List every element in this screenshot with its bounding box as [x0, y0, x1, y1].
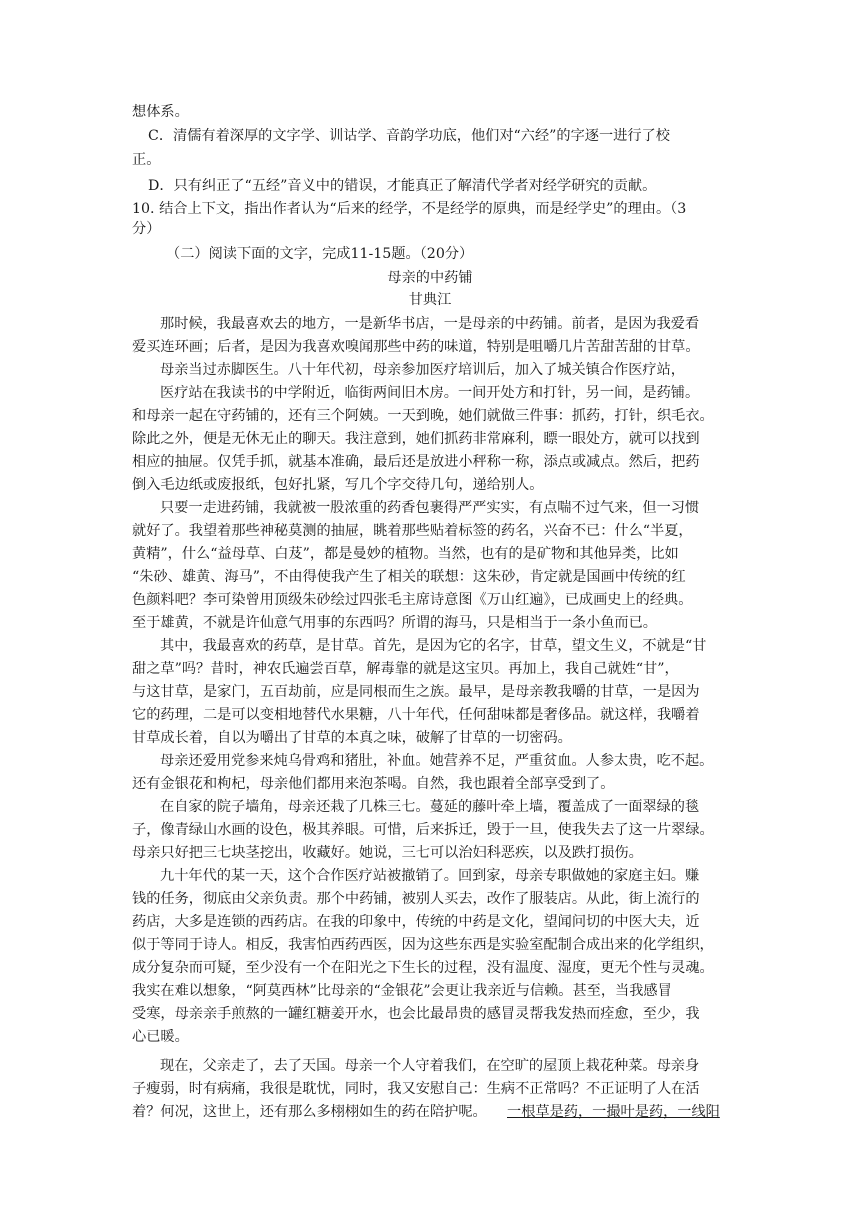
article-line: 母亲还爱用党参来炖乌骨鸡和猪肚，补血。她营养不足，严重贫血。人参太贵，吃不起。 — [160, 753, 714, 769]
q9-option-c-line2: 正。 — [132, 152, 161, 168]
article-underlined-sentence: 一根草是药，一撮叶是药，一线阳 — [507, 1104, 720, 1120]
article-line: 就好了。我望着那些神秘莫测的抽屉，眺着那些贴着标签的药名，兴奋不已：什么“半夏， — [132, 523, 693, 539]
article-line: 我实在难以想象，“阿莫西林”比母亲的“金银花”会更让我亲近与信赖。甚至，当我感冒 — [132, 983, 672, 999]
q9-tail-text: 想体系。 — [132, 104, 189, 120]
q10-line1: 10. 结合上下文，指出作者认为“后来的经学，不是经学的原典，而是经学史”的理由。（3 — [132, 201, 687, 217]
article-line: 倒入毛边纸或废报纸，包好扎紧，写几个字交待几句，递给别人。 — [132, 477, 544, 493]
q9-option-c-line1: C．清儒有着深厚的文字学、训诂学、音韵学功底，他们对“六经”的字逐一进行了校 — [148, 128, 670, 144]
article-line: 甜之草”吗？昔时，神农氏遍尝百草，解毒靠的就是这宝贝。再加上，我自己就姓“甘”， — [132, 661, 679, 677]
article-line: 现在，父亲走了，去了天国。母亲一个人守着我们，在空旷的屋顶上栽花种菜。母亲身 — [160, 1058, 700, 1074]
article-line: 在自家的院子墙角，母亲还栽了几株三七。蔓延的藤叶牵上墙，覆盖成了一面翠绿的毯 — [160, 799, 700, 815]
article-line: 只要一走进药铺，我就被一股浓重的药香包裹得严严实实，有点喘不过气来，但一习惯 — [160, 500, 700, 516]
article-line: 子，像青绿山水画的设色，极其养眼。可惜，后来拆迁，毁于一旦，使我失去了这一片翠绿。 — [132, 822, 714, 838]
section-2-instruction: （二）阅读下面的文字，完成11-15题。（20分） — [166, 246, 474, 262]
article-line: 至于雄黄，不就是许仙意气用事的东西吗？所谓的海马，只是相当于一条小鱼而已。 — [132, 615, 657, 631]
article-line: 黄精”，什么“益母草、白芨”，都是曼妙的植物。当然，也有的是矿物和其他异类，比如 — [132, 546, 679, 562]
article-line: 那时候，我最喜欢去的地方，一是新华书店，一是母亲的中药铺。前者，是因为我爱看 — [160, 316, 700, 332]
article-line: 母亲当过赤脚医生。八十年代初，母亲参加医疗培训后，加入了城关镇合作医疗站， — [160, 362, 685, 378]
article-line: 似于等同于诗人。相反，我害怕西药西医，因为这些东西是实验室配制合成出来的化学组织， — [132, 937, 714, 953]
article-line: 色颜料吧？李可染曾用顶级朱砂绘过四张毛主席诗意图《万山红遍》，已成画史上的经典。 — [132, 592, 693, 608]
article-line: 受寒，母亲亲手煎熬的一罐红糖姜开水，也会比最昂贵的感冒灵帮我发热而痊愈，至少，我 — [132, 1006, 700, 1022]
article-line: 药店，大多是连锁的西药店。在我的印象中，传统的中药是文化，望闻问切的中医大夫，近 — [132, 914, 700, 930]
article-line: 九十年代的某一天，这个合作医疗站被撤销了。回到家，母亲专职做她的家庭主妇。赚 — [160, 868, 700, 884]
article-line: 甘草成长着，自以为嚼出了甘草的本真之味，破解了甘草的一切密码。 — [132, 730, 572, 746]
article-line: 其中，我最喜欢的药草，是甘草。首先，是因为它的名字，甘草，望文生义，不就是“甘 — [160, 638, 707, 654]
article-line: 相应的抽屉。仅凭手抓，就基本准确，最后还是放进小秤称一称，添点或减点。然后，把药 — [132, 454, 700, 470]
article-author: 甘典江 — [408, 292, 452, 308]
q10-line2: 分） — [132, 221, 161, 237]
article-line: 子瘦弱，时有病痛，我很是耽忧，同时，我又安慰自己：生病不正常吗？不正证明了人在活 — [132, 1081, 700, 1097]
article-title: 母亲的中药铺 — [387, 270, 473, 286]
article-line: 和母亲一起在守药铺的，还有三个阿姨。一天到晚，她们就做三件事：抓药，打针，织毛衣。 — [132, 408, 714, 424]
article-line: 成分复杂而可疑，至少没有一个在阳光之下生长的过程，没有温度、湿度，更无个性与灵魂。 — [132, 960, 714, 976]
article-line: 它的药理，二是可以变相地替代水果糖，八十年代，任何甜味都是奢侈品。就这样，我嚼着 — [132, 707, 700, 723]
article-line: 除此之外，便是无休无止的聊天。我注意到，她们抓药非常麻利，瞟一眼处方，就可以找到 — [132, 431, 700, 447]
article-line: 爱买连环画；后者，是因为我喜欢嗅闻那些中药的味道，特别是咀嚼几片苦甜苦甜的甘草。 — [132, 339, 700, 355]
q9-option-d: D．只有纠正了“五经”音义中的错误，才能真正了解清代学者对经学研究的贡献。 — [148, 178, 657, 194]
article-line: 与这甘草，是家门，五百劫前，应是同根而生之族。最早，是母亲教我嚼的甘草，一是因为 — [132, 684, 700, 700]
article-line: 医疗站在我读书的中学附近，临街两间旧木房。一间开处方和打针，另一间，是药铺。 — [160, 385, 700, 401]
article-line: “朱砂、雄黄、海马”，不由得使我产生了相关的联想：这朱砂，肯定就是国画中传统的红 — [132, 569, 686, 585]
article-line: 母亲只好把三七块茎挖出，收藏好。她说，三七可以治妇科恶疾，以及跌打损伤。 — [132, 845, 643, 861]
article-line: 还有金银花和枸杞，母亲他们都用来泡茶喝。自然，我也跟着全部享受到了。 — [132, 776, 615, 792]
article-line: 钱的任务，彻底由父亲负责。那个中药铺，被别人买去，改作了服装店。从此，街上流行的 — [132, 891, 700, 907]
article-line: 心已暖。 — [132, 1029, 189, 1045]
article-line: 着？何况，这世上，还有那么多栩栩如生的药在陪护呢。 — [132, 1104, 487, 1120]
